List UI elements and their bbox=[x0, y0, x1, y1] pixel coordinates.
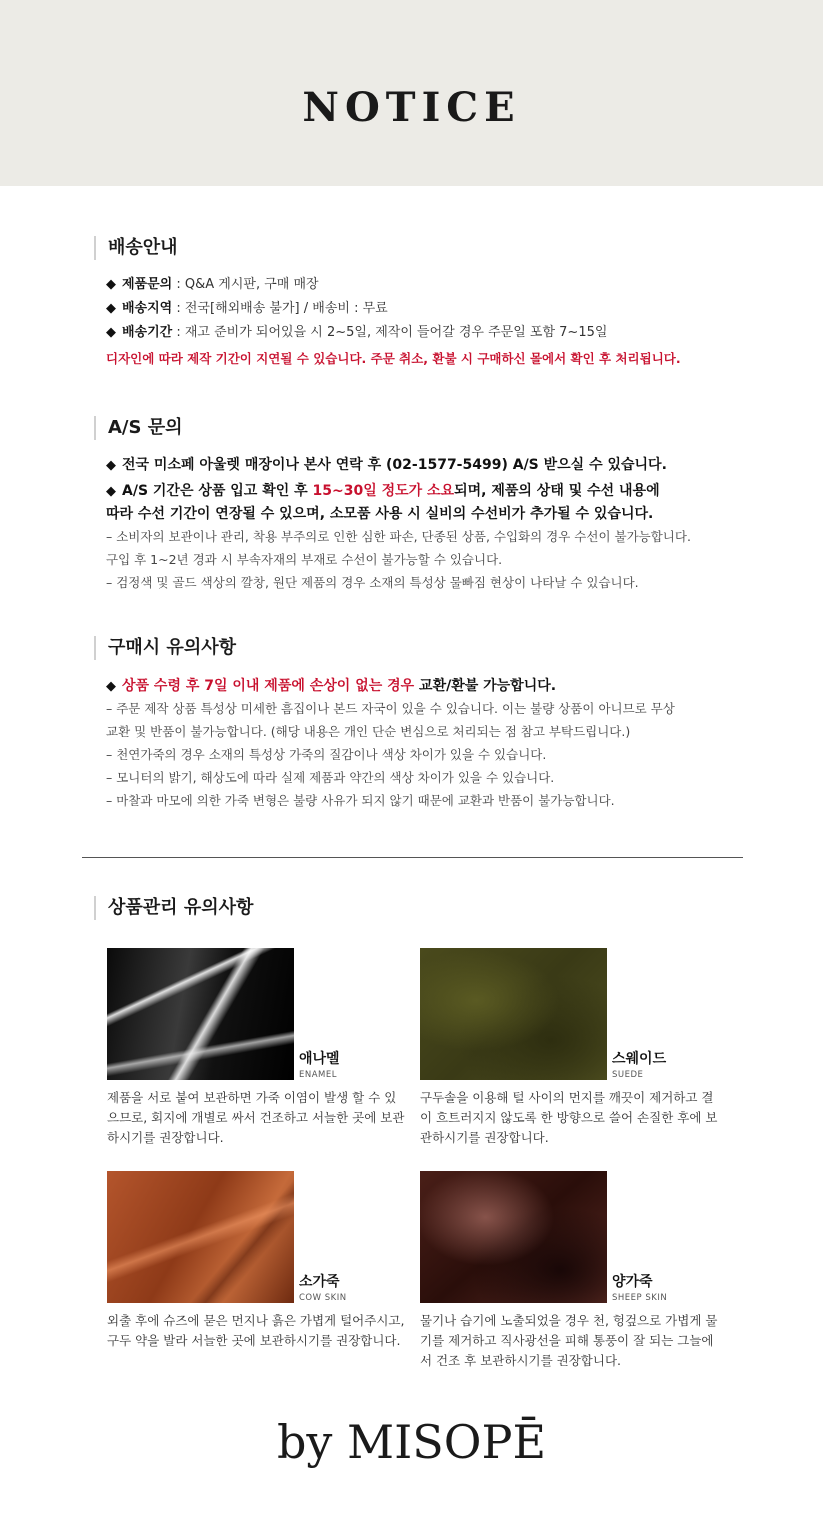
product-name: 소가죽 bbox=[299, 1274, 340, 1290]
care-section-title: 상품관리 유의사항 bbox=[94, 896, 253, 920]
as-note: – 검정색 및 골드 색상의 깔창, 원단 제품의 경우 소재의 특성상 물빠짐 현상이 나타날 수 있습니다. bbox=[106, 575, 639, 590]
sheep-skin-swatch-image bbox=[420, 1171, 607, 1303]
as-contact-line: ◆ 전국 미소페 아울렛 매장이나 본사 연락 후 (02-1577-5499) A/S 받으실 수 있습니다. bbox=[106, 457, 667, 473]
brand-logo: by MISOPĒ bbox=[276, 1415, 547, 1469]
shipping-section-title: 배송안내 bbox=[94, 236, 178, 260]
as-note: 구입 후 1~2년 경과 시 부속자재의 부재로 수선이 불가능할 수 있습니다. bbox=[106, 552, 503, 567]
diamond-bullet-icon: ◆ bbox=[106, 277, 116, 292]
purchase-highlight: ◆ 상품 수령 후 7일 이내 제품에 손상이 없는 경우 교환/환불 가능합니다. bbox=[106, 678, 557, 694]
shipping-item-inquiry: ◆ 제품문의 : Q&A 게시판, 구매 매장 bbox=[106, 277, 319, 292]
product-care-desc: 외출 후에 슈즈에 묻은 먼지나 흙은 가볍게 털어주시고, 구두 약을 발라 서늘한 곳에 보관하시기를 권장합니다. bbox=[107, 1313, 405, 1348]
shipping-item-period: ◆ 배송기간 : 재고 준비가 되어있을 시 2~5일, 제작이 들어갈 경우 주문일 포함 7~15일 bbox=[106, 325, 608, 340]
as-section-title: A/S 문의 bbox=[94, 416, 183, 440]
product-name: 애나멜 bbox=[299, 1051, 340, 1067]
purchase-note: – 마찰과 마모에 의한 가죽 변형은 불량 사유가 되지 않기 때문에 교환과 반품이 불가능합니다. bbox=[106, 793, 615, 808]
product-name-en: ENAMEL bbox=[299, 1070, 337, 1080]
product-name: 스웨이드 bbox=[612, 1051, 667, 1067]
purchase-section-title: 구매시 유의사항 bbox=[94, 636, 236, 660]
product-name-en: COW SKIN bbox=[299, 1293, 347, 1303]
suede-swatch-image bbox=[420, 948, 607, 1080]
diamond-bullet-icon: ◆ bbox=[106, 458, 116, 473]
purchase-note: – 천연가죽의 경우 소재의 특성상 가죽의 질감이나 색상 차이가 있을 수 있습니다. bbox=[106, 747, 547, 762]
as-extension-line: 따라 수선 기간이 연장될 수 있으며, 소모품 사용 시 실비의 수선비가 추가될 수 있습니다. bbox=[106, 506, 654, 522]
diamond-bullet-icon: ◆ bbox=[106, 679, 116, 694]
diamond-bullet-icon: ◆ bbox=[106, 484, 116, 499]
enamel-swatch-image bbox=[107, 948, 294, 1080]
as-period-line: ◆ A/S 기간은 상품 입고 확인 후 15~30일 정도가 소요되며, 제품의 상태 및 수선 내용에 bbox=[106, 483, 660, 499]
notice-header bbox=[0, 0, 823, 186]
diamond-bullet-icon: ◆ bbox=[106, 325, 116, 340]
product-care-desc: 구두솔을 이용해 털 사이의 먼지를 깨끗이 제거하고 결이 흐트러지지 않도록 한 방향으로 쓸어 손질한 후에 보관하시기를 권장합니다. bbox=[420, 1090, 718, 1145]
purchase-note: 교환 및 반품이 불가능합니다. (해당 내용은 개인 단순 변심으로 처리되는 점 참고 부탁드립니다.) bbox=[106, 724, 631, 739]
page-title: NOTICE bbox=[302, 84, 521, 131]
purchase-note: – 주문 제작 상품 특성상 미세한 흠집이나 본드 자국이 있을 수 있습니다. 이는 불량 상품이 아니므로 무상 bbox=[106, 701, 675, 716]
purchase-note: – 모니터의 밝기, 해상도에 따라 실제 제품과 약간의 색상 차이가 있을 수 있습니다. bbox=[106, 770, 555, 785]
product-care-desc: 제품을 서로 붙여 보관하면 가죽 이염이 발생 할 수 있으므로, 회지에 개별로 싸서 건조하고 서늘한 곳에 보관하시기를 권장합니다. bbox=[107, 1090, 405, 1145]
section-divider bbox=[82, 857, 743, 858]
product-name: 양가죽 bbox=[612, 1274, 653, 1290]
shipping-warning: 디자인에 따라 제작 기간이 지연될 수 있습니다. 주문 취소, 환불 시 구매하신 몰에서 확인 후 처리됩니다. bbox=[106, 351, 681, 366]
product-care-desc: 물기나 습기에 노출되었을 경우 천, 헝겊으로 가볍게 물기를 제거하고 직사광선을 피해 통풍이 잘 되는 그늘에서 건조 후 보관하시기를 권장합니다. bbox=[420, 1313, 718, 1368]
as-note: – 소비자의 보관이나 관리, 착용 부주의로 인한 심한 파손, 단종된 상품, 수입화의 경우 수선이 불가능합니다. bbox=[106, 529, 691, 544]
cow-skin-swatch-image bbox=[107, 1171, 294, 1303]
diamond-bullet-icon: ◆ bbox=[106, 301, 116, 316]
product-name-en: SHEEP SKIN bbox=[612, 1293, 668, 1303]
shipping-item-region: ◆ 배송지역 : 전국[해외배송 불가] / 배송비 : 무료 bbox=[106, 301, 388, 316]
product-name-en: SUEDE bbox=[612, 1070, 644, 1080]
